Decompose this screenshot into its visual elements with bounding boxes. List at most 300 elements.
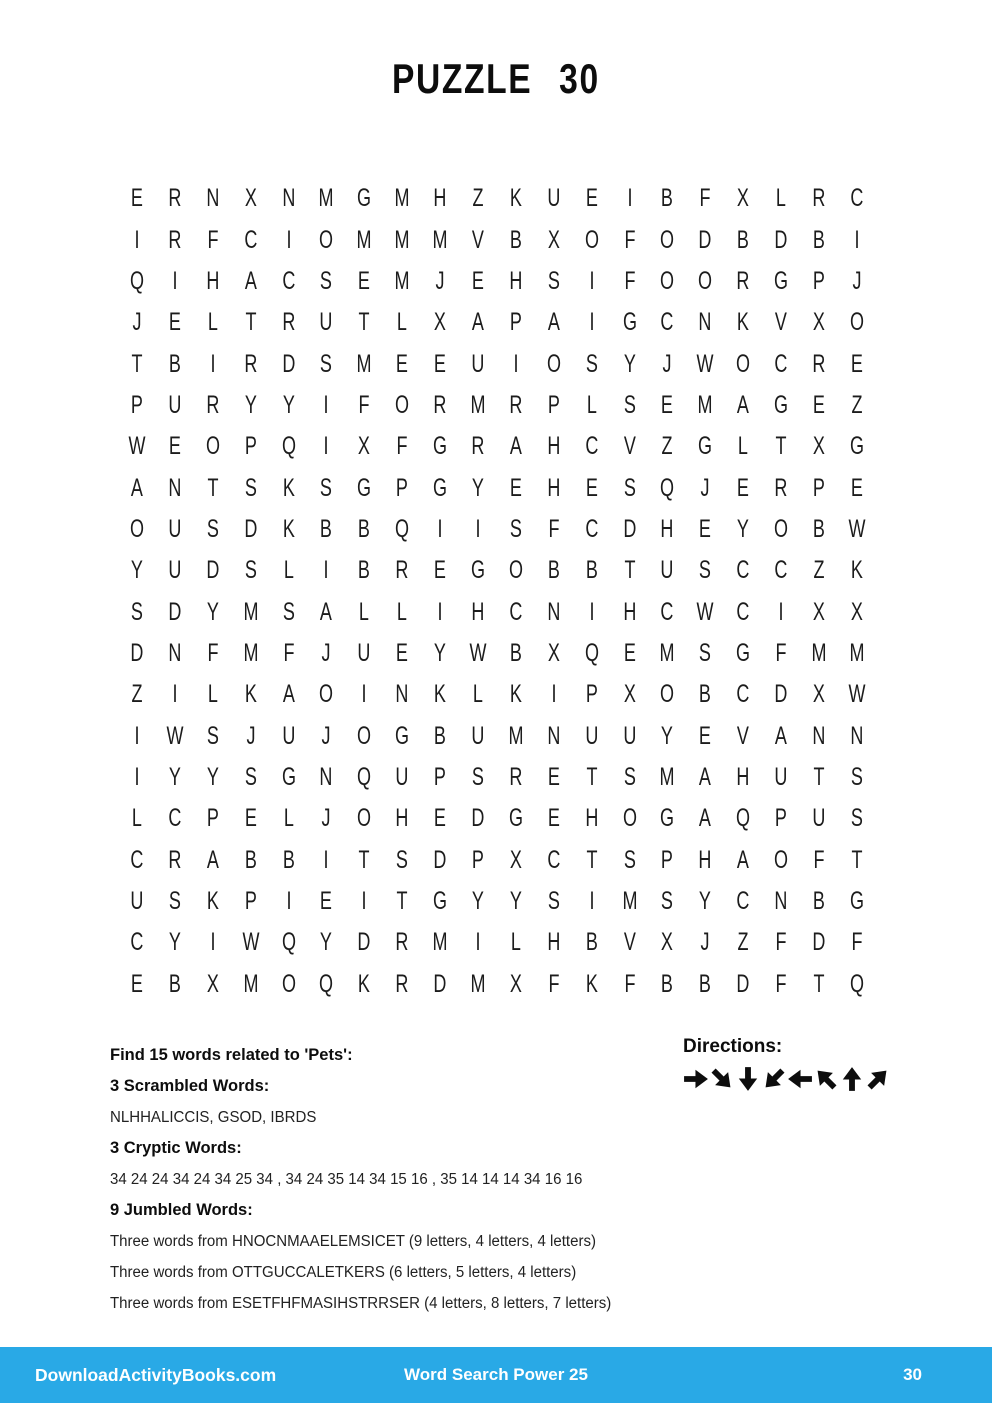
grid-letter: Z xyxy=(131,680,143,709)
grid-letter: T xyxy=(813,969,825,998)
grid-letter: C xyxy=(774,556,788,585)
grid-letter: O xyxy=(319,680,334,709)
grid-letter: E xyxy=(434,349,447,378)
grid-letter: M xyxy=(849,638,865,667)
grid-letter: F xyxy=(699,184,711,213)
page-title-text: PUZZLE 30 xyxy=(392,55,600,102)
grid-letter: R xyxy=(395,928,409,957)
grid-letter: T xyxy=(396,887,408,916)
grid-letter: K xyxy=(737,308,750,337)
grid-letter: L xyxy=(776,184,787,213)
grid-letter: I xyxy=(589,308,595,337)
directions-panel xyxy=(683,1036,963,1094)
grid-letter: I xyxy=(172,266,178,295)
directions-heading: Directions: xyxy=(683,1036,783,1057)
grid-letter: G xyxy=(698,432,713,461)
footer-bar xyxy=(0,1347,992,1403)
grid-letter: N xyxy=(698,308,712,337)
grid-letter: G xyxy=(470,556,485,585)
grid-letter: H xyxy=(206,266,220,295)
grid-letter: C xyxy=(168,804,182,833)
grid-letter: S xyxy=(206,721,219,750)
grid-letter: G xyxy=(433,473,448,502)
grid-letter: D xyxy=(281,349,296,378)
grid-letter: U xyxy=(471,349,485,378)
grid-letter: C xyxy=(585,514,599,543)
word-list-line: 34 24 24 34 24 34 25 34 , 34 24 35 14 34 15 16 , 35 14 14 14 34 16 16 xyxy=(110,1171,583,1188)
grid-letter: O xyxy=(281,969,296,998)
grid-letter: I xyxy=(286,225,292,254)
grid-letter: N xyxy=(206,184,220,213)
word-list-line: Three words from ESETFHFMASIHSTRRSER (4 letters, 8 letters, 7 letters) xyxy=(110,1295,612,1312)
grid-letter: Y xyxy=(168,928,181,957)
grid-letter: U xyxy=(168,514,182,543)
grid-letter: C xyxy=(509,597,523,626)
grid-letter: N xyxy=(281,184,296,213)
grid-letter: M xyxy=(356,225,372,254)
grid-letter: E xyxy=(737,473,750,502)
grid-letter: Y xyxy=(130,556,143,585)
grid-letter: M xyxy=(243,638,259,667)
grid-letter: X xyxy=(206,969,219,998)
grid-letter: G xyxy=(849,887,864,916)
grid-letter: U xyxy=(812,804,826,833)
grid-letter: C xyxy=(547,845,561,874)
grid-letter: C xyxy=(736,680,750,709)
grid-letter: T xyxy=(586,845,598,874)
grid-letter: S xyxy=(585,349,598,378)
grid-row xyxy=(118,178,876,219)
grid-letter: Y xyxy=(168,762,181,791)
grid-row xyxy=(118,426,876,467)
grid-letter: W xyxy=(848,514,866,543)
grid-letter: W xyxy=(696,597,714,626)
grid-letter: E xyxy=(358,266,371,295)
grid-letter: U xyxy=(281,721,296,750)
grid-letter: I xyxy=(513,349,519,378)
grid-letter: E xyxy=(585,473,598,502)
grid-letter: F xyxy=(358,390,370,419)
grid-letter: S xyxy=(320,266,333,295)
grid-letter: S xyxy=(206,514,219,543)
grid-letter: S xyxy=(509,514,522,543)
arrow-up-right-icon xyxy=(865,1064,891,1094)
grid-letter: O xyxy=(584,225,599,254)
grid-letter: B xyxy=(358,556,371,585)
grid-letter: D xyxy=(774,680,788,709)
grid-letter: H xyxy=(585,804,599,833)
grid-letter: E xyxy=(850,473,863,502)
grid-letter: L xyxy=(397,308,408,337)
grid-letter: O xyxy=(698,266,713,295)
grid-letter: J xyxy=(662,349,672,378)
grid-letter: V xyxy=(471,225,484,254)
grid-letter: S xyxy=(623,390,636,419)
grid-letter: P xyxy=(585,680,598,709)
grid-letter: I xyxy=(589,887,595,916)
grid-letter: A xyxy=(775,721,788,750)
grid-letter: Z xyxy=(661,432,673,461)
grid-letter: B xyxy=(509,638,522,667)
grid-letter: V xyxy=(623,432,636,461)
grid-letter: D xyxy=(130,638,144,667)
grid-letter: V xyxy=(737,721,750,750)
grid-letter: W xyxy=(242,928,260,957)
grid-letter: S xyxy=(244,762,257,791)
grid-letter: W xyxy=(166,721,184,750)
grid-letter: O xyxy=(357,804,372,833)
grid-letter: T xyxy=(624,556,636,585)
grid-letter: I xyxy=(361,887,367,916)
grid-letter: Y xyxy=(244,390,257,419)
grid-letter: Q xyxy=(129,266,144,295)
grid-letter: A xyxy=(737,390,750,419)
grid-letter: B xyxy=(244,845,257,874)
grid-letter: O xyxy=(622,804,637,833)
grid-letter: C xyxy=(850,184,864,213)
grid-letter: A xyxy=(699,762,712,791)
grid-letter: K xyxy=(282,473,295,502)
grid-letter: S xyxy=(547,266,560,295)
grid-letter: A xyxy=(244,266,257,295)
grid-letter: W xyxy=(128,432,146,461)
grid-letter: G xyxy=(736,638,751,667)
grid-letter: J xyxy=(700,473,710,502)
grid-letter: I xyxy=(475,514,481,543)
grid-letter: B xyxy=(661,969,674,998)
grid-letter: B xyxy=(168,969,181,998)
grid-letter: K xyxy=(585,969,598,998)
grid-letter: E xyxy=(434,556,447,585)
grid-letter: L xyxy=(738,432,749,461)
grid-letter: M xyxy=(432,225,448,254)
grid-letter: A xyxy=(206,845,219,874)
grid-letter: T xyxy=(851,845,863,874)
grid-letter: A xyxy=(320,597,333,626)
grid-letter: H xyxy=(547,473,561,502)
page-title xyxy=(0,55,992,102)
grid-letter: R xyxy=(736,266,750,295)
grid-letter: G xyxy=(281,762,296,791)
grid-letter: N xyxy=(168,638,182,667)
grid-letter: K xyxy=(358,969,371,998)
grid-row xyxy=(118,633,876,674)
grid-letter: D xyxy=(433,969,447,998)
grid-letter: A xyxy=(282,680,295,709)
footer-book-title: Word Search Power 25 xyxy=(404,1365,588,1384)
grid-letter: U xyxy=(168,390,182,419)
grid-letter: I xyxy=(323,432,329,461)
grid-letter: S xyxy=(244,473,257,502)
grid-letter: T xyxy=(131,349,143,378)
grid-letter: I xyxy=(437,597,443,626)
grid-letter: O xyxy=(774,514,789,543)
grid-letter: X xyxy=(509,969,522,998)
grid-letter: X xyxy=(812,680,825,709)
grid-letter: E xyxy=(661,390,674,419)
grid-letter: D xyxy=(433,845,447,874)
grid-letter: P xyxy=(812,473,825,502)
grid-letter: S xyxy=(282,597,295,626)
grid-letter: H xyxy=(395,804,409,833)
grid-letter: E xyxy=(168,308,181,337)
grid-letter: I xyxy=(134,225,140,254)
grid-letter: I xyxy=(323,390,329,419)
grid-letter: Q xyxy=(736,804,751,833)
grid-row xyxy=(118,674,876,715)
grid-letter: X xyxy=(509,845,522,874)
grid-letter: M xyxy=(470,969,486,998)
grid-letter: C xyxy=(660,597,674,626)
grid-letter: O xyxy=(660,266,675,295)
grid-letter: B xyxy=(699,680,712,709)
grid-letter: R xyxy=(471,432,485,461)
grid-letter: R xyxy=(812,349,826,378)
grid-letter: O xyxy=(849,308,864,337)
grid-letter: B xyxy=(509,225,522,254)
grid-letter: F xyxy=(283,638,295,667)
grid-letter: H xyxy=(623,597,637,626)
grid-letter: I xyxy=(551,680,557,709)
grid-letter: C xyxy=(736,597,750,626)
grid-letter: L xyxy=(207,680,218,709)
grid-letter: M xyxy=(697,390,713,419)
grid-letter: G xyxy=(774,390,789,419)
grid-letter: Y xyxy=(320,928,333,957)
grid-letter: C xyxy=(281,266,296,295)
grid-letter: U xyxy=(585,721,599,750)
grid-letter: V xyxy=(775,308,788,337)
grid-letter: O xyxy=(546,349,561,378)
grid-letter: L xyxy=(207,308,218,337)
grid-letter: K xyxy=(244,680,257,709)
grid-letter: Y xyxy=(661,721,674,750)
grid-letter: D xyxy=(812,928,826,957)
grid-letter: R xyxy=(395,969,409,998)
grid-row xyxy=(118,219,876,260)
grid-letter: B xyxy=(661,184,674,213)
grid-letter: Z xyxy=(813,556,825,585)
grid-row xyxy=(118,467,876,508)
grid-letter: M xyxy=(394,184,410,213)
grid-letter: E xyxy=(130,969,143,998)
word-list-main-heading: Find 15 words related to 'Pets': xyxy=(110,1046,353,1064)
grid-letter: R xyxy=(509,390,523,419)
grid-letter: N xyxy=(547,721,561,750)
grid-letter: J xyxy=(321,638,331,667)
grid-letter: H xyxy=(547,928,561,957)
grid-letter: T xyxy=(358,308,370,337)
grid-letter: I xyxy=(210,928,216,957)
grid-letter: X xyxy=(623,680,636,709)
grid-letter: N xyxy=(774,887,788,916)
grid-letter: M xyxy=(318,184,334,213)
grid-letter: I xyxy=(437,514,443,543)
grid-letter: U xyxy=(168,556,182,585)
grid-letter: R xyxy=(206,390,220,419)
grid-letter: S xyxy=(320,473,333,502)
grid-letter: B xyxy=(282,845,295,874)
grid-letter: G xyxy=(660,804,675,833)
grid-letter: Y xyxy=(509,887,522,916)
grid-letter: E xyxy=(547,804,560,833)
grid-letter: U xyxy=(774,762,788,791)
grid-letter: E xyxy=(471,266,484,295)
grid-letter: B xyxy=(585,928,598,957)
grid-letter: C xyxy=(736,887,750,916)
grid-letter: G xyxy=(395,721,410,750)
grid-letter: M xyxy=(811,638,827,667)
grid-letter: M xyxy=(470,390,486,419)
grid-letter: G xyxy=(774,266,789,295)
grid-letter: Z xyxy=(472,184,484,213)
grid-letter: Q xyxy=(281,432,296,461)
grid-letter: X xyxy=(358,432,371,461)
grid-letter: F xyxy=(548,514,560,543)
grid-letter: D xyxy=(168,597,182,626)
grid-row xyxy=(118,922,876,963)
grid-letter: I xyxy=(361,680,367,709)
grid-letter: I xyxy=(286,887,292,916)
grid-letter: R xyxy=(774,473,788,502)
grid-letter: K xyxy=(282,514,295,543)
letter-grid xyxy=(118,178,876,1005)
grid-letter: S xyxy=(699,638,712,667)
arrow-down-right-icon xyxy=(709,1064,735,1094)
grid-letter: I xyxy=(134,721,140,750)
grid-row xyxy=(118,385,876,426)
grid-letter: S xyxy=(471,762,484,791)
grid-letter: Y xyxy=(699,887,712,916)
grid-letter: E xyxy=(396,638,409,667)
grid-letter: M xyxy=(622,887,638,916)
grid-letter: L xyxy=(510,928,521,957)
grid-letter: P xyxy=(396,473,409,502)
grid-letter: D xyxy=(244,514,258,543)
grid-letter: B xyxy=(168,349,181,378)
grid-letter: J xyxy=(246,721,256,750)
grid-letter: N xyxy=(547,597,561,626)
grid-letter: O xyxy=(319,225,334,254)
grid-letter: Y xyxy=(471,887,484,916)
grid-letter: J xyxy=(321,721,331,750)
grid-letter: J xyxy=(435,266,445,295)
grid-letter: T xyxy=(813,762,825,791)
grid-letter: A xyxy=(509,432,522,461)
grid-letter: X xyxy=(547,225,560,254)
grid-letter: M xyxy=(394,266,410,295)
grid-letter: O xyxy=(660,225,675,254)
footer-website: DownloadActivityBooks.com xyxy=(35,1364,277,1385)
grid-letter: J xyxy=(852,266,862,295)
word-list-line: Three words from OTTGUCCALETKERS (6 letters, 5 letters, 4 letters) xyxy=(110,1264,577,1281)
grid-letter: I xyxy=(854,225,860,254)
grid-letter: M xyxy=(243,597,259,626)
grid-letter: E xyxy=(699,721,712,750)
grid-letter: C xyxy=(585,432,599,461)
grid-letter: H xyxy=(736,762,750,791)
word-list-section-heading: 9 Jumbled Words: xyxy=(110,1201,253,1219)
grid-letter: X xyxy=(812,597,825,626)
grid-letter: Q xyxy=(281,928,296,957)
grid-letter: W xyxy=(469,638,487,667)
grid-letter: H xyxy=(509,266,523,295)
grid-letter: D xyxy=(623,514,637,543)
grid-letter: Q xyxy=(319,969,334,998)
grid-letter: B xyxy=(812,225,825,254)
grid-letter: Y xyxy=(434,638,447,667)
grid-letter: R xyxy=(168,184,182,213)
word-list xyxy=(110,1040,685,1319)
grid-row xyxy=(118,343,876,384)
grid-letter: Y xyxy=(206,597,219,626)
grid-letter: T xyxy=(586,762,598,791)
grid-letter: P xyxy=(547,390,560,419)
grid-letter: O xyxy=(660,680,675,709)
grid-letter: A xyxy=(737,845,750,874)
grid-letter: T xyxy=(775,432,787,461)
grid-letter: F xyxy=(624,225,636,254)
grid-letter: S xyxy=(850,804,863,833)
grid-letter: M xyxy=(659,638,675,667)
grid-letter: U xyxy=(395,762,409,791)
grid-letter: P xyxy=(206,804,219,833)
grid-letter: X xyxy=(434,308,447,337)
grid-letter: K xyxy=(206,887,219,916)
grid-letter: I xyxy=(172,680,178,709)
grid-letter: Q xyxy=(395,514,410,543)
grid-letter: K xyxy=(434,680,447,709)
grid-letter: U xyxy=(130,887,144,916)
grid-row xyxy=(118,757,876,798)
grid-letter: U xyxy=(471,721,485,750)
grid-letter: H xyxy=(547,432,561,461)
grid-letter: F xyxy=(775,638,787,667)
grid-letter: A xyxy=(471,308,484,337)
footer-page-number: 30 xyxy=(903,1365,922,1384)
grid-letter: E xyxy=(434,804,447,833)
grid-letter: L xyxy=(359,597,370,626)
grid-letter: G xyxy=(433,887,448,916)
grid-letter: F xyxy=(207,225,219,254)
grid-letter: M xyxy=(394,225,410,254)
grid-letter: Q xyxy=(660,473,675,502)
grid-letter: E xyxy=(244,804,257,833)
grid-letter: R xyxy=(395,556,409,585)
arrow-down-left-icon xyxy=(761,1064,787,1094)
grid-letter: Y xyxy=(471,473,484,502)
grid-letter: S xyxy=(396,845,409,874)
grid-letter: R xyxy=(168,225,182,254)
grid-letter: S xyxy=(661,887,674,916)
grid-letter: C xyxy=(130,845,144,874)
grid-letter: G xyxy=(357,184,372,213)
grid-letter: A xyxy=(699,804,712,833)
grid-letter: F xyxy=(775,969,787,998)
grid-letter: S xyxy=(623,473,636,502)
grid-letter: P xyxy=(509,308,522,337)
grid-letter: N xyxy=(812,721,826,750)
grid-letter: M xyxy=(508,721,524,750)
grid-letter: C xyxy=(774,349,788,378)
grid-letter: Y xyxy=(623,349,636,378)
grid-letter: U xyxy=(623,721,637,750)
grid-letter: I xyxy=(323,845,329,874)
grid-letter: R xyxy=(244,349,258,378)
grid-letter: P xyxy=(244,887,257,916)
grid-row xyxy=(118,302,876,343)
grid-letter: O xyxy=(395,390,410,419)
